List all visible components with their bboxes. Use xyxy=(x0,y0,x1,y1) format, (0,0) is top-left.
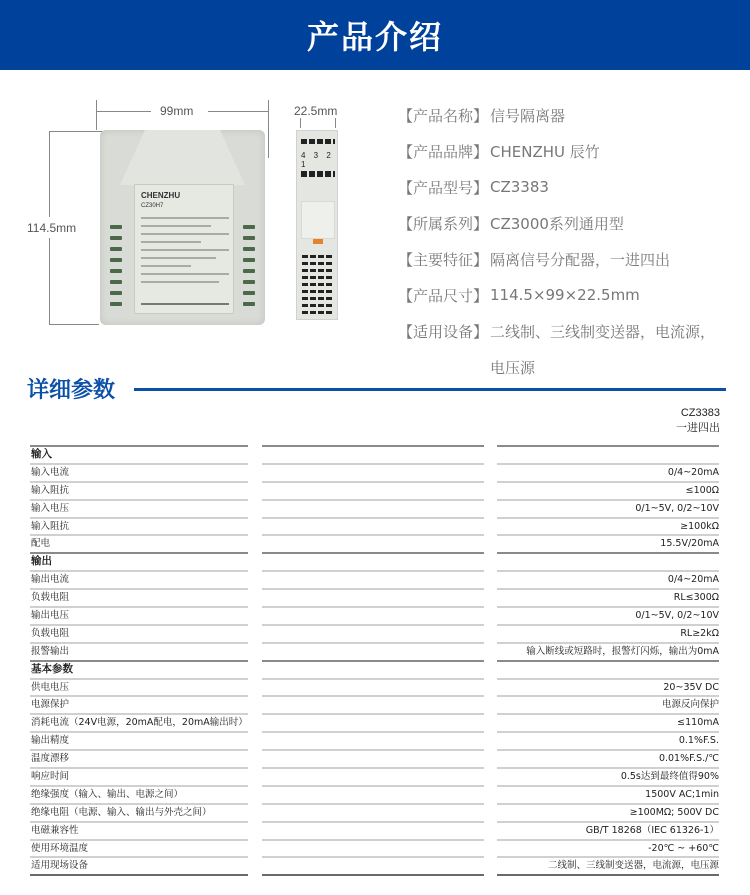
info-value: CHENZHU 辰竹 xyxy=(490,142,600,161)
info-row-applicable-cont xyxy=(398,349,743,385)
param-name: 输出电流 xyxy=(30,570,248,588)
table-group-row xyxy=(0,445,750,463)
param-value: 0.01%F.S./℃ xyxy=(497,749,719,767)
param-spacer xyxy=(262,785,484,803)
table-row xyxy=(0,588,750,606)
param-name: 负载电阻 xyxy=(30,624,248,642)
param-value xyxy=(497,552,719,570)
param-spacer xyxy=(262,499,484,517)
table-bottom-rule xyxy=(0,874,750,876)
param-spacer xyxy=(262,821,484,839)
depth-label: 22.5mm xyxy=(294,104,338,118)
param-name: 负载电阻 xyxy=(30,588,248,606)
param-name: 绝缘电阻（电源、输入、输出与外壳之间） xyxy=(30,803,248,821)
param-value: 输入断线或短路时，报警灯闪烁，输出为0mA xyxy=(497,642,719,660)
param-spacer xyxy=(262,534,484,552)
info-key: 【产品型号】 xyxy=(398,178,489,197)
param-value: 15.5V/20mA xyxy=(497,534,719,552)
param-name: 输出精度 xyxy=(30,731,248,749)
dimension-tick xyxy=(335,118,336,128)
banner-title: 产品介绍 xyxy=(306,18,443,56)
info-key: 【产品尺寸】 xyxy=(398,286,489,305)
right-vents xyxy=(243,225,255,313)
param-value: -20℃ ~ +60℃ xyxy=(497,839,719,857)
param-spacer xyxy=(262,463,484,481)
status-led xyxy=(313,239,323,244)
table-row xyxy=(0,695,750,713)
params-column-header xyxy=(676,406,720,436)
table-row xyxy=(0,856,750,874)
side-vents xyxy=(302,255,334,315)
param-spacer xyxy=(262,803,484,821)
param-name: 消耗电流（24V电源，20mA配电，20mA输出时） xyxy=(30,713,248,731)
param-name: 基本参数 xyxy=(30,660,248,678)
info-value: 隔离信号分配器，一进四出 xyxy=(490,250,671,269)
param-value xyxy=(497,660,719,678)
dimension-tick xyxy=(268,100,269,158)
param-spacer xyxy=(262,695,484,713)
table-row xyxy=(0,642,750,660)
table-group-row xyxy=(0,552,750,570)
dimension-tick xyxy=(49,324,99,325)
param-value: 0/4~20mA xyxy=(497,463,719,481)
device-side-image xyxy=(296,130,338,320)
table-row xyxy=(0,839,750,857)
column-model: CZ3383 xyxy=(680,407,720,419)
info-key: 【产品品牌】 xyxy=(398,142,489,161)
param-spacer xyxy=(262,839,484,857)
param-value: RL≤300Ω xyxy=(497,588,719,606)
info-row-model xyxy=(398,169,743,205)
info-value: 电压源 xyxy=(490,358,536,377)
left-vents xyxy=(110,225,122,313)
param-value: 电源反向保护 xyxy=(497,695,719,713)
param-name: 报警输出 xyxy=(30,642,248,660)
table-row xyxy=(0,713,750,731)
info-value: 二线制、三线制变送器，电流源， xyxy=(490,322,716,341)
table-row xyxy=(0,731,750,749)
param-name: 输入电流 xyxy=(30,463,248,481)
info-key: 【产品名称】 xyxy=(398,106,489,125)
param-value: 二线制、三线制变送器，电流源，电压源 xyxy=(497,856,719,874)
device-top-plate xyxy=(120,130,245,185)
table-row xyxy=(0,517,750,535)
param-spacer xyxy=(262,481,484,499)
table-row xyxy=(0,463,750,481)
table-row xyxy=(0,481,750,499)
table-row xyxy=(0,785,750,803)
param-spacer xyxy=(262,678,484,696)
info-row-size xyxy=(398,277,743,313)
param-value: ≥100kΩ xyxy=(497,517,719,535)
param-name: 输出电压 xyxy=(30,606,248,624)
param-value: ≥100MΩ; 500V DC xyxy=(497,803,719,821)
info-value: CZ3383 xyxy=(490,178,549,196)
param-spacer xyxy=(262,767,484,785)
param-spacer xyxy=(262,856,484,874)
param-value: ≤100Ω xyxy=(497,481,719,499)
param-value: ≤110mA xyxy=(497,713,719,731)
dimension-line xyxy=(49,131,50,217)
param-name: 适用现场设备 xyxy=(30,856,248,874)
info-value: CZ3000系列通用型 xyxy=(490,214,624,233)
dimension-line xyxy=(49,238,50,324)
params-title-rule xyxy=(134,388,726,391)
param-name: 电源保护 xyxy=(30,695,248,713)
param-value: 0.5s达到最终值得90% xyxy=(497,767,719,785)
info-row-series xyxy=(398,205,743,241)
info-key: 【所属系列】 xyxy=(398,214,489,233)
param-value: 20~35V DC xyxy=(497,678,719,696)
param-name: 电磁兼容性 xyxy=(30,821,248,839)
param-name: 供电电压 xyxy=(30,678,248,696)
param-name: 使用环境温度 xyxy=(30,839,248,857)
info-row-applicable xyxy=(398,313,743,349)
table-row xyxy=(0,570,750,588)
param-name: 输入 xyxy=(30,445,248,463)
info-key: 【适用设备】 xyxy=(398,322,489,341)
height-label: 114.5mm xyxy=(27,221,77,235)
side-window xyxy=(301,201,335,239)
param-spacer xyxy=(262,606,484,624)
param-name: 输入阻抗 xyxy=(30,517,248,535)
param-value: 0/4~20mA xyxy=(497,570,719,588)
device-label xyxy=(134,184,234,314)
param-value: 0/1~5V, 0/2~10V xyxy=(497,499,719,517)
param-name: 响应时间 xyxy=(30,767,248,785)
table-row xyxy=(0,606,750,624)
dimension-tick xyxy=(96,100,97,130)
param-spacer xyxy=(262,660,484,678)
table-row xyxy=(0,767,750,785)
param-spacer xyxy=(262,570,484,588)
param-name: 输出 xyxy=(30,552,248,570)
product-info-list xyxy=(398,97,743,385)
dimension-line xyxy=(208,111,268,112)
param-value xyxy=(497,445,719,463)
info-value: 114.5×99×22.5mm xyxy=(490,286,640,304)
dimension-tick xyxy=(300,118,301,128)
dimension-line xyxy=(96,111,151,112)
param-value: GB/T 18268（IEC 61326-1） xyxy=(497,821,719,839)
table-row xyxy=(0,678,750,696)
info-row-features xyxy=(398,241,743,277)
device-front-image xyxy=(100,130,265,325)
column-desc: 一进四出 xyxy=(676,422,720,434)
param-spacer xyxy=(262,517,484,535)
table-group-row xyxy=(0,660,750,678)
param-spacer xyxy=(262,713,484,731)
param-name: 输入电压 xyxy=(30,499,248,517)
param-spacer xyxy=(262,749,484,767)
table-row xyxy=(0,499,750,517)
param-value: 1500V AC;1min xyxy=(497,785,719,803)
info-key: 【主要特征】 xyxy=(398,250,489,269)
param-value: 0.1%F.S. xyxy=(497,731,719,749)
param-spacer xyxy=(262,588,484,606)
info-row-name xyxy=(398,97,743,133)
table-row xyxy=(0,624,750,642)
param-name: 温度漂移 xyxy=(30,749,248,767)
width-label: 99mm xyxy=(160,104,194,118)
param-name: 配电 xyxy=(30,534,248,552)
table-row xyxy=(0,534,750,552)
terminal-numbers: 4 3 2 1 xyxy=(301,151,334,169)
info-value: 信号隔离器 xyxy=(490,106,566,125)
table-row xyxy=(0,821,750,839)
device-brand: CHENZHU xyxy=(141,191,181,200)
param-spacer xyxy=(262,731,484,749)
param-spacer xyxy=(262,552,484,570)
params-title: 详细参数 xyxy=(27,378,116,403)
device-model: CZ30H7 xyxy=(141,203,164,209)
table-row xyxy=(0,749,750,767)
params-table xyxy=(0,445,750,876)
param-spacer xyxy=(262,624,484,642)
param-spacer xyxy=(262,445,484,463)
section-banner xyxy=(0,0,750,70)
table-row xyxy=(0,803,750,821)
param-name: 绝缘强度（输入、输出、电源之间） xyxy=(30,785,248,803)
param-value: RL≥2kΩ xyxy=(497,624,719,642)
param-spacer xyxy=(262,642,484,660)
param-name: 输入阻抗 xyxy=(30,481,248,499)
param-value: 0/1~5V, 0/2~10V xyxy=(497,606,719,624)
info-row-brand xyxy=(398,133,743,169)
